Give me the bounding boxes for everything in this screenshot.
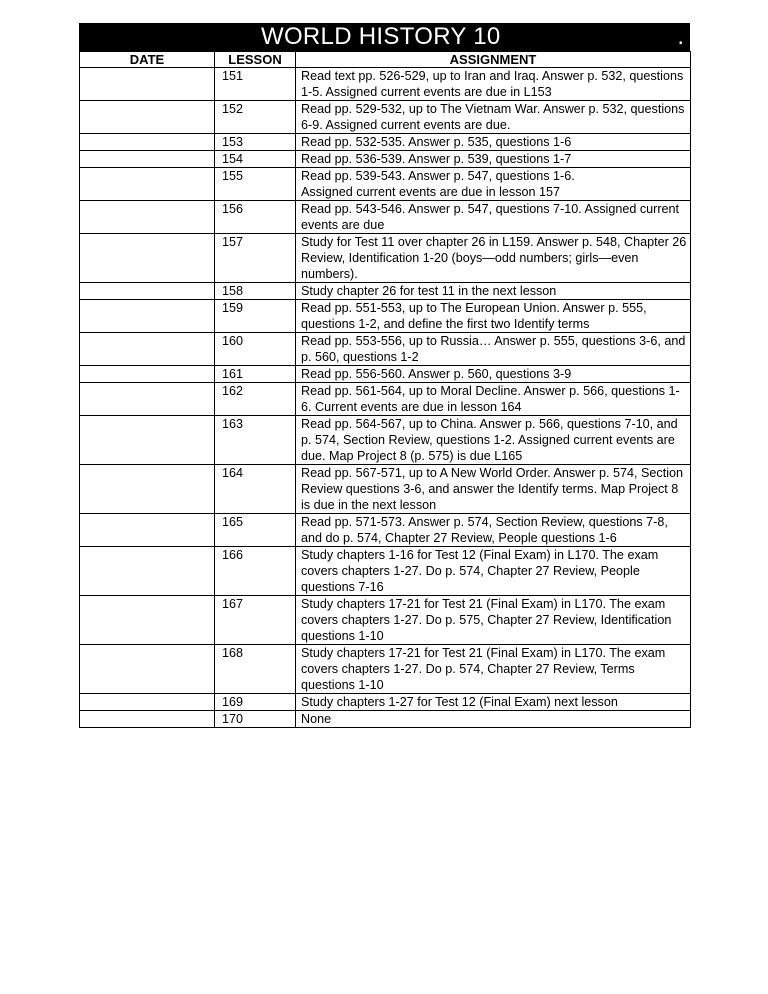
assignment-cell: Study chapters 17-21 for Test 21 (Final Exam) in L170. The exam covers chapters 1-27. Do p. 574, Chapter 27 Review, Terms questions 1-10 (296, 645, 691, 694)
date-cell[interactable] (80, 547, 215, 596)
lesson-cell: 160 (215, 333, 296, 366)
assignment-line: Read pp. 539-543. Answer p. 547, questions 1-6. (301, 169, 575, 183)
lesson-cell: 168 (215, 645, 296, 694)
lesson-cell: 154 (215, 151, 296, 168)
assignment-cell: Study chapters 1-16 for Test 12 (Final Exam) in L170. The exam covers chapters 1-27. Do p. 574, Chapter 27 Review, People questions 7-16 (296, 547, 691, 596)
table-row (80, 283, 691, 300)
assignment-cell: Study chapter 26 for test 11 in the next lesson (296, 283, 691, 300)
date-cell[interactable] (80, 711, 215, 728)
assignment-cell: Read pp. 556-560. Answer p. 560, questions 3-9 (296, 366, 691, 383)
lesson-cell: 158 (215, 283, 296, 300)
date-cell[interactable] (80, 68, 215, 101)
lesson-cell: 156 (215, 201, 296, 234)
table-row (80, 514, 691, 547)
table-row (80, 465, 691, 514)
assignment-line: Assigned current events are due in lesson 157 (301, 185, 561, 199)
lesson-cell: 169 (215, 694, 296, 711)
lesson-cell: 157 (215, 234, 296, 283)
assignment-cell: Read pp. 532-535. Answer p. 535, questions 1-6 (296, 134, 691, 151)
assignment-cell: Read pp. 543-546. Answer p. 547, questions 7-10. Assigned current events are due (296, 201, 691, 234)
lesson-cell: 155 (215, 168, 296, 201)
lesson-cell: 166 (215, 547, 296, 596)
header-row (80, 52, 691, 68)
date-cell[interactable] (80, 234, 215, 283)
date-cell[interactable] (80, 283, 215, 300)
table-row (80, 234, 691, 283)
assignment-cell: Read pp. 551-553, up to The European Union. Answer p. 555, questions 1-2, and define the first two Identify terms (296, 300, 691, 333)
lesson-cell: 153 (215, 134, 296, 151)
assignment-cell: Study chapters 1-27 for Test 12 (Final Exam) next lesson (296, 694, 691, 711)
date-cell[interactable] (80, 645, 215, 694)
title-trailing-dot: . (677, 23, 684, 50)
assignment-cell: Read pp. 529-532, up to The Vietnam War. Answer p. 532, questions 6-9. Assigned current events are due. (296, 101, 691, 134)
table-row (80, 68, 691, 101)
date-cell[interactable] (80, 416, 215, 465)
assignment-cell: Read pp. 553-556, up to Russia… Answer p. 555, questions 3-6, and p. 560, questions 1-2 (296, 333, 691, 366)
lesson-column-header: LESSON (215, 52, 296, 68)
assignment-cell: Read pp. 564-567, up to China. Answer p. 566, questions 7-10, and p. 574, Section Review, questions 1-2. Assigned current events are due. Map Project 8 (p. 575) is due L165 (296, 416, 691, 465)
assignment-cell: Study chapters 17-21 for Test 21 (Final Exam) in L170. The exam covers chapters 1-27. Do p. 575, Chapter 27 Review, Identification questions 1-10 (296, 596, 691, 645)
table-row (80, 134, 691, 151)
date-cell[interactable] (80, 366, 215, 383)
assignment-cell: Read pp. 561-564, up to Moral Decline. Answer p. 566, questions 1-6. Current events are due in lesson 164 (296, 383, 691, 416)
table-row (80, 333, 691, 366)
assignment-cell: Read pp. 536-539. Answer p. 539, questions 1-7 (296, 151, 691, 168)
page-title: WORLD HISTORY 10 (261, 23, 501, 50)
assignment-cell (296, 168, 691, 201)
table-row (80, 300, 691, 333)
date-cell[interactable] (80, 151, 215, 168)
lesson-cell: 165 (215, 514, 296, 547)
title-bar (79, 23, 690, 51)
date-cell[interactable] (80, 694, 215, 711)
schedule-table (79, 51, 691, 728)
table-row (80, 711, 691, 728)
date-cell[interactable] (80, 596, 215, 645)
date-cell[interactable] (80, 101, 215, 134)
table-row (80, 645, 691, 694)
lesson-cell: 164 (215, 465, 296, 514)
assignment-cell: Read pp. 567-571, up to A New World Order. Answer p. 574, Section Review questions 3-6, and answer the Identify terms. Map Project 8 is due in the next lesson (296, 465, 691, 514)
lesson-cell: 170 (215, 711, 296, 728)
assignment-cell: None (296, 711, 691, 728)
table-row (80, 694, 691, 711)
assignment-column-header: ASSIGNMENT (296, 52, 691, 68)
table-row (80, 596, 691, 645)
lesson-cell: 163 (215, 416, 296, 465)
assignment-sheet (79, 23, 690, 728)
date-cell[interactable] (80, 168, 215, 201)
lesson-cell: 162 (215, 383, 296, 416)
lesson-cell: 152 (215, 101, 296, 134)
table-row (80, 383, 691, 416)
table-row (80, 547, 691, 596)
date-cell[interactable] (80, 383, 215, 416)
lesson-cell: 151 (215, 68, 296, 101)
date-cell[interactable] (80, 333, 215, 366)
date-cell[interactable] (80, 201, 215, 234)
lesson-cell: 167 (215, 596, 296, 645)
date-cell[interactable] (80, 134, 215, 151)
date-cell[interactable] (80, 300, 215, 333)
lesson-cell: 161 (215, 366, 296, 383)
date-cell[interactable] (80, 465, 215, 514)
table-row (80, 366, 691, 383)
lesson-cell: 159 (215, 300, 296, 333)
assignment-cell: Read text pp. 526-529, up to Iran and Iraq. Answer p. 532, questions 1-5. Assigned current events are due in L153 (296, 68, 691, 101)
assignment-cell: Read pp. 571-573. Answer p. 574, Section Review, questions 7-8, and do p. 574, Chapter 27 Review, People questions 1-6 (296, 514, 691, 547)
table-row (80, 151, 691, 168)
table-row (80, 416, 691, 465)
table-row (80, 101, 691, 134)
table-row (80, 201, 691, 234)
table-row (80, 168, 691, 201)
date-cell[interactable] (80, 514, 215, 547)
assignment-cell: Study for Test 11 over chapter 26 in L159. Answer p. 548, Chapter 26 Review, Identification 1-20 (boys—odd numbers; girls—even numbers). (296, 234, 691, 283)
date-column-header: DATE (80, 52, 215, 68)
